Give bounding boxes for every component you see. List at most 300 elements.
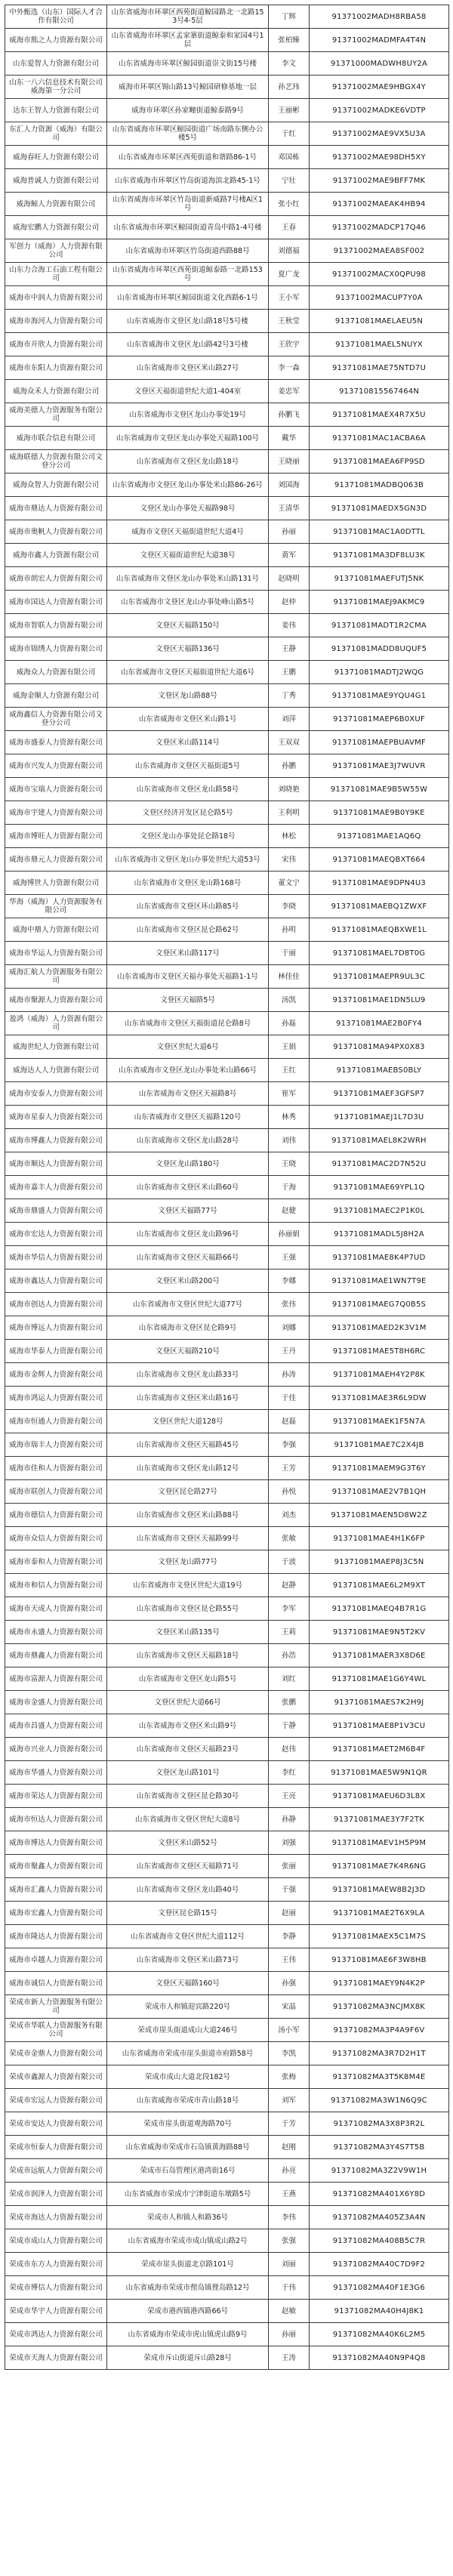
table-row [5, 497, 449, 520]
table-row [5, 169, 449, 193]
table-row [5, 2159, 449, 2183]
credit-code-cell: 91371081MAE9B0Y9KE [310, 801, 449, 825]
legal-person-cell: 于强 [269, 1878, 310, 1902]
table-row [5, 1387, 449, 1410]
company-name-cell: 荣成市润泽人力资源有限公司 [5, 2183, 107, 2206]
address-cell: 文登区天福路5号 [107, 989, 269, 1012]
table-row [5, 310, 449, 333]
address-cell: 山东省威海市荣成市青山路18号 [107, 2089, 269, 2112]
table-row [5, 29, 449, 52]
address-cell: 山东省威海市文登区天福路71号 [107, 1855, 269, 1878]
table-row [5, 1082, 449, 1106]
company-name-cell: 威海市和信人力资源有限公司 [5, 1574, 107, 1597]
legal-person-cell: 姜忠军 [269, 380, 310, 403]
table-row [5, 1527, 449, 1550]
legal-person-cell: 林秀 [269, 1106, 310, 1129]
credit-code-cell: 91371081MAE3J7WUVR [310, 754, 449, 778]
company-name-cell: 荣成市恒泰人力资源有限公司 [5, 2136, 107, 2159]
credit-code-cell: 91371082MA3NCJMX8K [310, 1995, 449, 2019]
legal-person-cell: 王鹏 [269, 661, 310, 684]
table-row [5, 2112, 449, 2136]
company-name-cell: 荣成市宏远人力资源有限公司 [5, 2089, 107, 2112]
legal-person-cell: 赵刚 [269, 2136, 310, 2159]
company-name-cell: 威海市恒通人力资源有限公司 [5, 1410, 107, 1433]
company-name-cell: 威海市永盛人力资源有限公司 [5, 1621, 107, 1644]
credit-code-cell: 91371081MAEH4Y2P8K [310, 1363, 449, 1387]
credit-code-cell: 91371081MAE6F3W8HB [310, 1948, 449, 1972]
legal-person-cell: 张小红 [269, 193, 310, 216]
legal-person-cell: 张伟 [269, 1293, 310, 1316]
address-cell: 威海市环翠区锡山路13号鲸园研修基地一层 [107, 76, 269, 99]
legal-person-cell: 林佳佳 [269, 965, 310, 989]
company-name-cell: 威海市宇建人力资源有限公司 [5, 801, 107, 825]
legal-person-cell: 张梅 [269, 2065, 310, 2089]
company-name-cell: 威海市宝瑞人力资源有限公司 [5, 778, 107, 801]
credit-code-cell: 91371082MA405Z3A4N [310, 2206, 449, 2229]
legal-person-cell: 戴华 [269, 427, 310, 450]
address-cell: 文登区天福路160号 [107, 1972, 269, 1995]
company-name-cell: 军创力（威海）人力资源有限公司 [5, 239, 107, 263]
address-cell: 山东省威海市环翠区鲸园街道青岛中路1-4号楼 [107, 216, 269, 239]
address-cell: 山东省威海市荣成市俚岛镇俚岛路12号 [107, 2276, 269, 2300]
company-name-cell: 威海联德人力资源有限公司文登分公司 [5, 450, 107, 474]
company-name-cell: 盈鸿（威海）人力资源有限公司 [5, 1012, 107, 1035]
address-cell: 山东省威海市文登区龙山路5号 [107, 1667, 269, 1691]
table-row [5, 2042, 449, 2065]
address-cell: 荣成市崖头街道成山大道246号 [107, 2019, 269, 2042]
legal-person-cell: 孙明 [269, 918, 310, 942]
credit-code-cell: 91371081MADL5J8H2A [310, 1223, 449, 1246]
credit-code-cell: 91371081MA3DF8LU3K [310, 544, 449, 567]
table-row [5, 731, 449, 754]
table-row [5, 1199, 449, 1223]
credit-code-cell: 91371081MAE3R6L9DW [310, 1387, 449, 1410]
company-name-cell: 威海中鼎人力资源有限公司 [5, 918, 107, 942]
legal-person-cell: 李伟 [269, 2206, 310, 2229]
credit-code-cell: 91371082MA40N9P4Q8 [310, 2346, 449, 2370]
table-row [5, 356, 449, 380]
legal-person-cell: 孙磊 [269, 1012, 310, 1035]
company-name-cell: 威海市鼎盛人力资源有限公司 [5, 1199, 107, 1223]
credit-code-cell: 91371002MAEAK4HB94 [310, 193, 449, 216]
address-cell: 山东省威海市荣成市宁津街道东墩路5号 [107, 2183, 269, 2206]
credit-code-cell: 91371002MADMFA4T4N [310, 29, 449, 52]
address-cell: 山东省威海市文登区天福街道5号 [107, 754, 269, 778]
address-cell: 山东省威海市文登区世纪大道77号 [107, 1293, 269, 1316]
address-cell: 山东省威海市环翠区孟家寨街道鲸泰和家园4号1层 [107, 29, 269, 52]
table-row [5, 1808, 449, 1831]
legal-person-cell: 刘伟 [269, 1129, 310, 1152]
company-name-cell: 威海汇航人力资源服务有限公司 [5, 965, 107, 989]
credit-code-cell: 91371081MAE8K4P7UD [310, 1246, 449, 1269]
legal-person-cell: 赵丽 [269, 1902, 310, 1925]
table-row [5, 1785, 449, 1808]
company-name-cell: 威海市顺达人力资源有限公司 [5, 1152, 107, 1176]
table-row [5, 427, 449, 450]
address-cell: 山东省威海市文登区天福路66号 [107, 1246, 269, 1269]
table-row [5, 1691, 449, 1714]
legal-person-cell: 孙悦 [269, 1480, 310, 1504]
legal-person-cell: 刘红 [269, 1667, 310, 1691]
company-name-cell: 威海市嘉丰人力资源有限公司 [5, 1176, 107, 1199]
address-cell: 山东省威海市文登区昆仑路30号 [107, 1785, 269, 1808]
table-row [5, 1269, 449, 1293]
company-name-cell: 威海市奥帆人力资源有限公司 [5, 520, 107, 544]
company-name-cell: 威海市鼎达人力资源有限公司 [5, 497, 107, 520]
address-cell: 山东省威海市文登区米山路9号 [107, 1714, 269, 1738]
address-cell: 山东省威海市文登区龙山办事处19号 [107, 403, 269, 427]
company-name-cell: 威海市隆达人力资源有限公司 [5, 1925, 107, 1948]
legal-person-cell: 王春 [269, 216, 310, 239]
address-cell: 文登区龙山路101号 [107, 1761, 269, 1785]
credit-code-cell: 91371002MAE9VX5U3A [310, 122, 449, 146]
table-row [5, 2229, 449, 2253]
address-cell: 文登区龙山路88号 [107, 684, 269, 708]
address-cell: 山东省威海市文登区龙山办事处米山路86-26号 [107, 474, 269, 497]
table-row [5, 216, 449, 239]
table-row [5, 1902, 449, 1925]
credit-code-cell: 91371081MAC2D7N52U [310, 1152, 449, 1176]
address-cell: 山东省威海市文登区世纪大道8号 [107, 1808, 269, 1831]
legal-person-cell: 宋伟 [269, 848, 310, 872]
address-cell: 文登区龙山办事处昆仑路18号 [107, 825, 269, 848]
table-row [5, 2065, 449, 2089]
credit-code-cell: 91371081MADTJ2WQG [310, 661, 449, 684]
credit-code-cell: 91371081MAE3Y7F2TK [310, 1808, 449, 1831]
legal-person-cell: 刘娜 [269, 1316, 310, 1340]
legal-person-cell: 王娟 [269, 1035, 310, 1059]
company-name-cell: 威海市开欣人力资源有限公司 [5, 333, 107, 356]
company-name-cell: 威海市华运人力资源有限公司 [5, 942, 107, 965]
address-cell: 荣成市崖头街道观海路70号 [107, 2112, 269, 2136]
company-name-cell: 威海市荣达人力资源有限公司 [5, 1785, 107, 1808]
address-cell: 山东省威海市环翠区鲸园街道文化西路6-1号 [107, 286, 269, 310]
company-name-cell: 荣成市博信人力资源有限公司 [5, 2276, 107, 2300]
company-name-cell: 威海市东阳人力资源有限公司 [5, 356, 107, 380]
credit-code-cell: 91371081MAEJ1L7D3U [310, 1106, 449, 1129]
company-name-cell: 威海市瑞丰人力资源有限公司 [5, 1433, 107, 1457]
table-row [5, 1012, 449, 1035]
credit-code-cell: 91371081MAE5T8H6RC [310, 1340, 449, 1363]
legal-person-cell: 宋晶 [269, 1995, 310, 2019]
legal-person-cell: 李凯 [269, 2042, 310, 2065]
table-row [5, 1246, 449, 1269]
table-row [5, 1363, 449, 1387]
credit-code-cell: 91371081MAE9B5W55W [310, 778, 449, 801]
legal-person-cell: 夏广龙 [269, 263, 310, 286]
company-name-cell: 威海市卓越人力资源有限公司 [5, 1948, 107, 1972]
company-name-cell: 中外甄选（山东）国际人才合作有限公司 [5, 5, 107, 29]
legal-person-cell: 赵磊 [269, 1410, 310, 1433]
credit-code-cell: 91371081MAEC2P1K0L [310, 1199, 449, 1223]
company-name-cell: 威海市鑫达人力资源有限公司 [5, 1269, 107, 1293]
credit-code-cell: 91371002MAE98DH5XY [310, 146, 449, 169]
address-cell: 山东省威海市环翠区鲸园街道崇文街15号楼 [107, 52, 269, 76]
company-name-cell: 荣成市金鼎人力资源有限公司 [5, 2042, 107, 2065]
address-cell: 山东省威海市文登区米山路27号 [107, 356, 269, 380]
address-cell: 威海市环翠区孙家疃街道鲸泰路9号 [107, 99, 269, 122]
table-row [5, 2346, 449, 2370]
table-row [5, 1714, 449, 1738]
address-cell: 文登区米山路135号 [107, 1621, 269, 1644]
company-name-cell: 威海市华泰人力资源有限公司 [5, 1340, 107, 1363]
table-row [5, 1152, 449, 1176]
legal-person-cell: 于红 [269, 122, 310, 146]
credit-code-cell: 91371081MAE1WN7T9E [310, 1269, 449, 1293]
legal-person-cell: 刘强 [269, 1831, 310, 1855]
company-name-cell: 达东王智人力资源有限公司 [5, 99, 107, 122]
address-cell: 山东省威海市荣成市石岛镇黄海路88号 [107, 2136, 269, 2159]
table-row [5, 1223, 449, 1246]
legal-person-cell: 董文宁 [269, 872, 310, 895]
credit-code-cell: 91371081MAEU6D3L8X [310, 1785, 449, 1808]
table-row [5, 544, 449, 567]
credit-code-cell: 91371081MADD8UQUF5 [310, 637, 449, 661]
table-row [5, 989, 449, 1012]
company-name-cell: 威海市鼎鑫人力资源有限公司 [5, 1644, 107, 1667]
table-row [5, 1574, 449, 1597]
address-cell: 山东省威海市文登区天福路120号 [107, 1106, 269, 1129]
credit-code-cell: 91371002MADKE6VDTP [310, 99, 449, 122]
company-name-cell: 威海市博远人力资源有限公司 [5, 1316, 107, 1340]
address-cell: 文登区米山路200号 [107, 1269, 269, 1293]
table-row [5, 1831, 449, 1855]
table-row [5, 1621, 449, 1644]
table-row [5, 380, 449, 403]
address-cell: 山东省威海市文登区天福路45号 [107, 1433, 269, 1457]
legal-person-cell: 王欣宇 [269, 333, 310, 356]
company-name-cell: 威海市兴业人力资源有限公司 [5, 1738, 107, 1761]
credit-code-cell: 91371081MAEL7D8T0G [310, 942, 449, 965]
credit-code-cell: 91371081MAEQ4B7R1G [310, 1597, 449, 1621]
company-name-cell: 山东一八六信息技术有限公司威海第一分公司 [5, 76, 107, 99]
legal-person-cell: 孙涛 [269, 1363, 310, 1387]
legal-person-cell: 邓国栋 [269, 146, 310, 169]
address-cell: 山东省威海市文登区天福路8号 [107, 1082, 269, 1106]
legal-person-cell: 王涛 [269, 2346, 310, 2370]
address-cell: 山东省威海市文登区天福路99号 [107, 1527, 269, 1550]
company-name-cell: 威海市汇鑫人力资源有限公司 [5, 1878, 107, 1902]
table-row [5, 661, 449, 684]
company-name-cell: 威海市联合信息有限公司 [5, 427, 107, 450]
legal-person-cell: 李晓 [269, 895, 310, 918]
company-name-cell: 威海市鸿运人力资源有限公司 [5, 1387, 107, 1410]
credit-code-cell: 91371081MAED2K3V1M [310, 1316, 449, 1340]
legal-person-cell: 王红 [269, 1059, 310, 1082]
table-body [5, 5, 449, 2370]
credit-code-cell: 91371002MAE9BFF7MK [310, 169, 449, 193]
company-name-cell: 威海市博达人力资源有限公司 [5, 1831, 107, 1855]
company-name-cell: 威海市佳和人力资源有限公司 [5, 1457, 107, 1480]
credit-code-cell: 91371081MAE2B0FY4 [310, 1012, 449, 1035]
address-cell: 山东省威海市文登区天福路23号 [107, 1738, 269, 1761]
address-cell: 文登区天福街道世纪大道1-404室 [107, 380, 269, 403]
company-name-cell: 威海市星泰人力资源有限公司 [5, 1106, 107, 1129]
credit-code-cell: 91371081MAEX5C1M7S [310, 1925, 449, 1948]
table-row [5, 1316, 449, 1340]
address-cell: 山东省威海市环翠区竹岛街道西路88号 [107, 239, 269, 263]
address-cell: 山东省威海市文登区米山路60号 [107, 1176, 269, 1199]
company-name-cell: 威海众禾人力资源有限公司 [5, 380, 107, 403]
legal-person-cell: 赵晓明 [269, 567, 310, 591]
address-cell: 文登区天福路150号 [107, 614, 269, 637]
address-cell: 山东省威海市文登区龙山办事处天福路100号 [107, 427, 269, 450]
credit-code-cell: 91371081MAEK1F5N7A [310, 1410, 449, 1433]
address-cell: 荣成市人和镇人和路36号 [107, 2206, 269, 2229]
address-cell: 荣成市港西镇港西路66号 [107, 2300, 269, 2323]
company-name-cell: 荣成市鑫源人力资源有限公司 [5, 2065, 107, 2089]
credit-code-cell: 91371081MAER3X8D6E [310, 1644, 449, 1667]
credit-code-cell: 913710815567464N [310, 380, 449, 403]
legal-person-cell: 王双双 [269, 731, 310, 754]
company-name-cell: 威海市华盛人力资源有限公司 [5, 1761, 107, 1785]
company-name-cell: 威海市鑫人力资源有限公司 [5, 544, 107, 567]
legal-person-cell: 李强 [269, 1433, 310, 1457]
credit-code-cell: 91371081MAC1A0DTTL [310, 520, 449, 544]
company-name-cell: 威海春旺人力资源有限公司 [5, 146, 107, 169]
credit-code-cell: 91371081MAEW8B2J3D [310, 1878, 449, 1902]
table-row [5, 708, 449, 731]
address-cell: 文登区米山路114号 [107, 731, 269, 754]
legal-person-cell: 汤凯 [269, 989, 310, 1012]
credit-code-cell: 91371081MAE1DN5LU9 [310, 989, 449, 1012]
legal-person-cell: 王清华 [269, 497, 310, 520]
credit-code-cell: 91371081MAEBQ1ZWXF [310, 895, 449, 918]
legal-person-cell: 王静 [269, 637, 310, 661]
address-cell: 山东省威海市环翠区西苑街道和谐路86-1号 [107, 146, 269, 169]
credit-code-cell: 91371081MAEF3GFSP7 [310, 1082, 449, 1106]
legal-person-cell: 李静 [269, 1925, 310, 1948]
credit-code-cell: 91371082MA40H4J8K1 [310, 2300, 449, 2323]
legal-person-cell: 崔军 [269, 1082, 310, 1106]
legal-person-cell: 丁秀 [269, 684, 310, 708]
legal-person-cell: 于海 [269, 1176, 310, 1199]
legal-person-cell: 李军 [269, 1597, 310, 1621]
table-row [5, 872, 449, 895]
address-cell: 山东省威海市文登区昆仑路9号 [107, 1316, 269, 1340]
address-cell: 山东省威海市文登区龙山路58号 [107, 778, 269, 801]
company-name-cell: 威海市国达人力资源有限公司 [5, 591, 107, 614]
credit-code-cell: 91371081MAEQBXWE1L [310, 918, 449, 942]
company-name-cell: 威海鑫信人力资源有限公司文登分公司 [5, 708, 107, 731]
credit-code-cell: 91371081MAEQBXT664 [310, 848, 449, 872]
credit-code-cell: 91371081MAE9DPN4U3 [310, 872, 449, 895]
table-row [5, 99, 449, 122]
legal-person-cell: 刘德福 [269, 239, 310, 263]
credit-code-cell: 91371002MAEA8SF002 [310, 239, 449, 263]
address-cell: 山东省威海市文登区龙山办事处峰山路5号 [107, 591, 269, 614]
credit-code-cell: 91371081MAE69YPL1Q [310, 1176, 449, 1199]
company-name-cell: 威海市华信人力资源有限公司 [5, 1246, 107, 1269]
credit-code-cell: 91371081MAE2V7B1QH [310, 1480, 449, 1504]
credit-code-cell: 91371081MADT1R2CMA [310, 614, 449, 637]
table-row [5, 1433, 449, 1457]
company-name-cell: 威海市众信人力资源有限公司 [5, 1527, 107, 1550]
credit-code-cell: 91371081MAET2M6B4F [310, 1738, 449, 1761]
address-cell: 山东省威海市环翠区鲸园街道广场南路东侧办公楼5号 [107, 122, 269, 146]
credit-code-cell: 91371082MA3Y4S7T5B [310, 2136, 449, 2159]
address-cell: 山东省威海市荣成市虎山镇虎山路9号 [107, 2323, 269, 2346]
credit-code-cell: 91371081MAEL5NUYX [310, 333, 449, 356]
company-name-cell: 威海博世人力资源有限公司 [5, 872, 107, 895]
company-name-cell: 威海普诚人力资源有限公司 [5, 169, 107, 193]
address-cell: 山东省威海市荣成市崖头街道市府路58号 [107, 2042, 269, 2065]
company-name-cell: 威海世纪人力资源有限公司 [5, 1035, 107, 1059]
credit-code-cell: 91371081MAEPBUAVMF [310, 731, 449, 754]
company-name-cell: 威海市博鑫人力资源有限公司 [5, 1129, 107, 1152]
company-name-cell: 威海市聚鑫人力资源有限公司 [5, 1855, 107, 1878]
company-name-cell: 威海市诚信人力资源有限公司 [5, 1972, 107, 1995]
table-row [5, 754, 449, 778]
legal-person-cell: 孙丽 [269, 520, 310, 544]
company-name-cell: 威海金顺人力资源有限公司 [5, 684, 107, 708]
table-row [5, 2206, 449, 2229]
legal-person-cell: 孙亮 [269, 2159, 310, 2183]
table-row [5, 1457, 449, 1480]
company-name-cell: 华海（威海）人力资源服务有限公司 [5, 895, 107, 918]
company-name-cell: 荣成市海达人力资源有限公司 [5, 2206, 107, 2229]
address-cell: 山东省威海市文登区龙山路18号5号楼 [107, 310, 269, 333]
table-row [5, 239, 449, 263]
credit-code-cell: 91371082MA3X8P3R2L [310, 2112, 449, 2136]
address-cell: 山东省威海市环翠区西苑街道鲸泰路一北路153号 [107, 263, 269, 286]
company-name-cell: 威海众智人力资源有限公司 [5, 474, 107, 497]
company-name-cell: 荣成市新人力资源服务有限公司 [5, 1995, 107, 2019]
table-row [5, 942, 449, 965]
legal-person-cell: 刘杰 [269, 1504, 310, 1527]
legal-person-cell: 于伟 [269, 2276, 310, 2300]
table-row [5, 895, 449, 918]
company-name-cell: 荣成市华宇人力资源有限公司 [5, 2300, 107, 2323]
credit-code-cell: 91371002MACX0QPU98 [310, 263, 449, 286]
address-cell: 荣成市斥山街道斥山路28号 [107, 2346, 269, 2370]
company-name-cell: 威海市天成人力资源有限公司 [5, 1597, 107, 1621]
company-name-cell: 威海市熊之人力资源有限公司 [5, 29, 107, 52]
company-name-cell: 威海市昌盛人力资源有限公司 [5, 1714, 107, 1738]
company-name-cell: 威海达人人力资源有限公司 [5, 1059, 107, 1082]
legal-person-cell: 赵静 [269, 1574, 310, 1597]
credit-code-cell: 91371082MA3W1N6Q9C [310, 2089, 449, 2112]
credit-code-cell: 91371081MAE7K4R6NG [310, 1855, 449, 1878]
address-cell: 山东省威海市荣成市成山镇成山路2号 [107, 2229, 269, 2253]
legal-person-cell: 李一森 [269, 356, 310, 380]
table-row [5, 1410, 449, 1433]
legal-person-cell: 王丹 [269, 1340, 310, 1363]
company-name-cell: 威海市富源人力资源有限公司 [5, 1667, 107, 1691]
company-name-cell: 威海市鼎元人力资源有限公司 [5, 848, 107, 872]
address-cell: 山东省威海市文登区米山路1号 [107, 708, 269, 731]
company-name-cell: 东汇人力资源（威海）有限公司 [5, 122, 107, 146]
table-row [5, 614, 449, 637]
legal-person-cell: 王伟 [269, 1948, 310, 1972]
address-cell: 山东省威海市文登区环山路85号 [107, 895, 269, 918]
credit-code-cell: 91371081MAEG7Q0B5S [310, 1293, 449, 1316]
company-name-cell: 威海市德信人力资源有限公司 [5, 1504, 107, 1527]
legal-person-cell: 王小军 [269, 286, 310, 310]
table-row [5, 801, 449, 825]
address-cell: 文登区昆仑路15号 [107, 1902, 269, 1925]
table-row [5, 965, 449, 989]
table-row [5, 1550, 449, 1574]
address-cell: 山东省威海市文登区龙山办事处米山路66号 [107, 1059, 269, 1082]
credit-code-cell: 91371081MAEBS0BLY [310, 1059, 449, 1082]
company-name-cell: 威海市中润人力资源有限公司 [5, 286, 107, 310]
table-row [5, 2323, 449, 2346]
legal-person-cell: 刘晓艳 [269, 778, 310, 801]
company-name-cell: 威海市海河人力资源有限公司 [5, 310, 107, 333]
address-cell: 山东省威海市文登区龙山路40号 [107, 1878, 269, 1902]
table-row [5, 2300, 449, 2323]
